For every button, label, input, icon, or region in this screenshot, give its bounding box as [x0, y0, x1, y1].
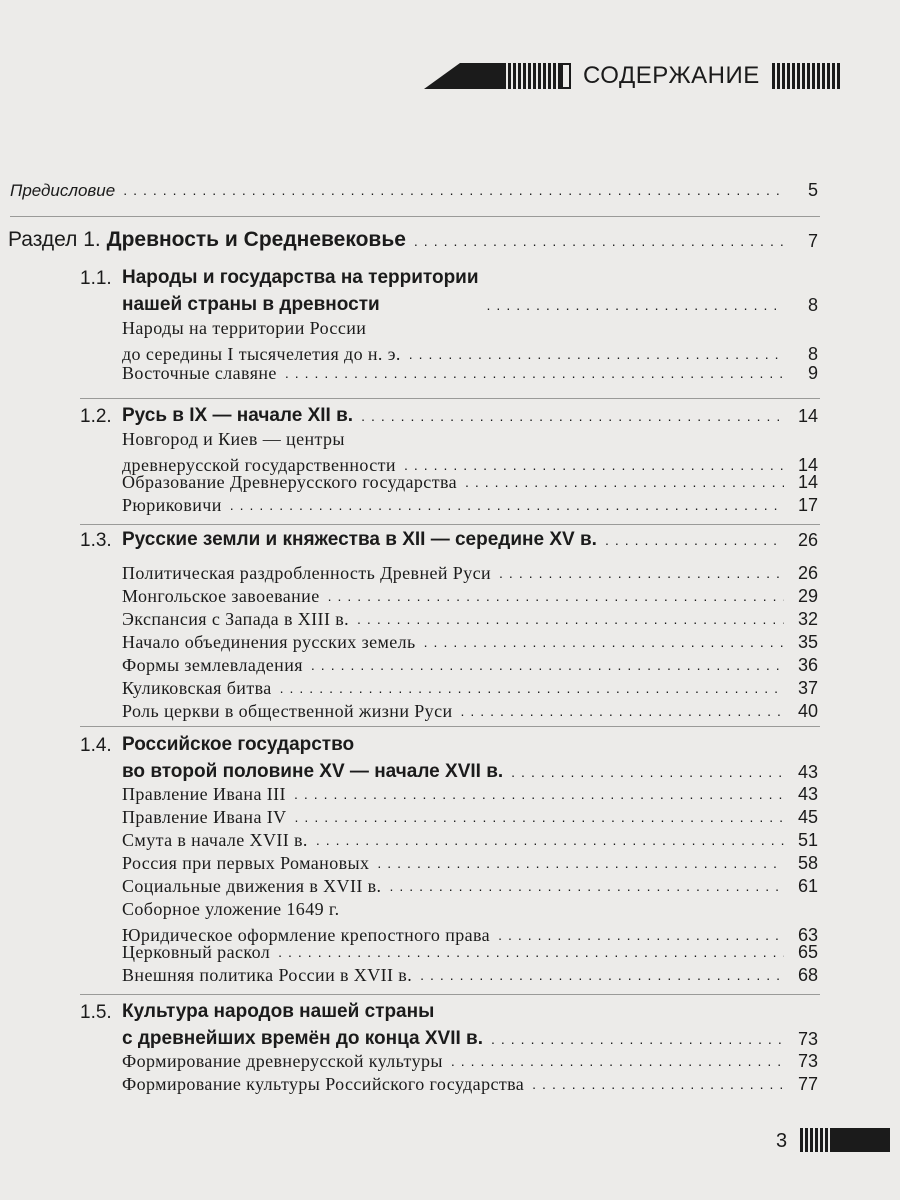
leader-dots [311, 658, 784, 672]
leader-dots [409, 347, 784, 361]
toc-entry-item[interactable] [122, 632, 818, 652]
leader-dots [328, 589, 784, 603]
divider [80, 994, 820, 995]
header-block-decoration [460, 63, 506, 89]
page-number: 73 [797, 1029, 818, 1049]
page-number: 51 [797, 830, 818, 850]
toc-entry-item[interactable] [122, 830, 818, 850]
toc-entry-item[interactable] [122, 318, 818, 364]
divider [80, 524, 820, 525]
page-number: 14 [797, 472, 818, 492]
leader-dots [316, 833, 784, 847]
toc-entry-chapter-1-2[interactable] [122, 405, 818, 426]
leader-dots [295, 810, 784, 824]
item-title: Образование Древнерусского государства [122, 472, 458, 492]
leader-dots [420, 968, 784, 982]
leader-dots [461, 704, 785, 718]
divider [80, 398, 820, 399]
section-title: Древность и Средневековье [106, 228, 406, 251]
leader-dots [285, 366, 784, 380]
leader-dots [424, 635, 784, 649]
page-number: 8 [807, 295, 818, 315]
page-number: 8 [807, 344, 818, 364]
leader-dots [465, 475, 784, 489]
page-number: 17 [797, 495, 818, 515]
item-title: Социальные движения в XVII в. [122, 876, 382, 896]
leader-dots [357, 612, 784, 626]
leader-dots [404, 458, 784, 472]
toc-entry-item[interactable] [122, 609, 818, 629]
item-title: Восточные славяне [122, 363, 277, 383]
item-title-line: Юридическое оформление крепостного права [122, 925, 491, 945]
toc-entry-item[interactable] [122, 965, 818, 985]
item-title: Рюриковичи [122, 495, 222, 515]
item-title: Церковный раскол [122, 942, 271, 962]
item-title: Политическая раздробленность Древней Руси [122, 563, 492, 583]
page-number: 14 [797, 455, 818, 475]
item-title: Правление Ивана IV [122, 807, 287, 827]
item-title: Правление Ивана III [122, 784, 286, 804]
toc-entry-item[interactable] [122, 655, 818, 675]
toc-entry-item[interactable] [122, 1074, 818, 1094]
toc-entry-item[interactable] [122, 495, 818, 515]
chapter-number: 1.5. [80, 1002, 112, 1023]
leader-dots [389, 879, 784, 893]
chapter-number: 1.2. [80, 406, 112, 427]
page-number: 36 [797, 655, 818, 675]
leader-dots [361, 409, 784, 423]
toc-entry-section-1[interactable] [8, 228, 818, 251]
leader-dots [377, 856, 784, 870]
toc-entry-item[interactable] [122, 586, 818, 606]
item-title: Куликовская битва [122, 678, 272, 698]
divider [80, 726, 820, 727]
header-wedge-decoration [424, 63, 460, 89]
item-title: Формы землевладения [122, 655, 303, 675]
toc-entry-item[interactable] [122, 784, 818, 804]
toc-entry-item[interactable] [122, 876, 818, 896]
toc-entry-item[interactable] [122, 563, 818, 583]
leader-dots [414, 234, 784, 248]
header-frame-left [561, 63, 571, 89]
divider [10, 216, 820, 217]
page-number: 58 [797, 853, 818, 873]
item-title-line: до середины I тысячелетия до н. э. [122, 344, 401, 364]
page-number: 45 [797, 807, 818, 827]
section-label [8, 229, 406, 250]
page-title: СОДЕРЖАНИЕ [583, 62, 760, 89]
chapter-title-line: нашей страны в древности [122, 294, 380, 315]
leader-dots [294, 787, 784, 801]
leader-dots [491, 1032, 784, 1046]
chapter-number: 1.3. [80, 530, 112, 551]
page-number: 63 [797, 925, 818, 945]
chapter-number: 1.1. [80, 268, 112, 289]
leader-dots [532, 1077, 784, 1091]
page-number: 7 [807, 231, 818, 251]
item-title: Формирование культуры Российского государства [122, 1074, 525, 1094]
chapter-number: 1.4. [80, 735, 112, 756]
toc-entry-chapter-1-1[interactable] [122, 267, 818, 315]
header-stripes-left [508, 63, 561, 89]
page-number: 68 [797, 965, 818, 985]
leader-dots [230, 498, 784, 512]
page-number: 73 [797, 1051, 818, 1071]
item-title: Роль церкви в общественной жизни Руси [122, 701, 453, 721]
item-title-line: Новгород и Киев — центры [122, 429, 345, 449]
chapter-title-line: Народы и государства на территории [122, 267, 479, 288]
item-title-line: древнерусской государственности [122, 455, 396, 475]
leader-dots [280, 681, 784, 695]
toc-entry-item[interactable] [122, 942, 818, 962]
item-title: Экспансия с Запада в XIII в. [122, 609, 350, 629]
chapter-title-line: с древнейших времён до конца XVII в. [122, 1028, 484, 1049]
toc-entry-item[interactable] [122, 853, 818, 873]
item-title: Россия при первых Романовых [122, 853, 370, 873]
leader-dots [451, 1054, 784, 1068]
leader-dots [511, 765, 784, 779]
chapter-title-line: во второй половине XV — начале XVII в. [122, 761, 504, 782]
toc-entry-preface[interactable] [10, 180, 818, 200]
toc-entry-chapter-1-5[interactable] [122, 1001, 818, 1049]
page-number: 77 [797, 1074, 818, 1094]
page-number: 5 [807, 180, 818, 200]
toc-entry-item[interactable] [122, 899, 818, 945]
leader-dots [123, 183, 784, 197]
header-stripes-right [772, 63, 840, 89]
page-number: 26 [797, 530, 818, 550]
item-title-line: Народы на территории России [122, 318, 367, 338]
toc-entry-chapter-1-3[interactable] [122, 529, 818, 550]
page-number: 37 [797, 678, 818, 698]
chapter-title-line: Российское государство [122, 734, 355, 755]
item-title: Начало объединения русских земель [122, 632, 416, 652]
page-number: 14 [797, 406, 818, 426]
toc-entry-item[interactable] [122, 472, 818, 492]
item-title: Монгольское завоевание [122, 586, 320, 606]
footer-page-number: 3 [776, 1130, 788, 1152]
item-title: Смута в начале XVII в. [122, 830, 308, 850]
item-title: Формирование древнерусской культуры [122, 1051, 443, 1071]
toc-entry-item[interactable] [122, 1051, 818, 1071]
leader-dots [278, 945, 784, 959]
leader-dots [498, 928, 784, 942]
leader-dots [487, 298, 784, 312]
toc-entry-item[interactable] [122, 363, 818, 383]
page-header [424, 62, 900, 90]
toc-entry-item[interactable] [122, 429, 818, 475]
page-number: 29 [797, 586, 818, 606]
chapter-title-line: Культура народов нашей страны [122, 1001, 435, 1022]
page-number: 32 [797, 609, 818, 629]
toc-entry-item[interactable] [122, 701, 818, 721]
page-number: 40 [797, 701, 818, 721]
toc-entry-item[interactable] [122, 807, 818, 827]
page-number: 43 [797, 762, 818, 782]
page-number: 26 [797, 563, 818, 583]
item-title-line: Соборное уложение 1649 г. [122, 899, 340, 919]
page-number: 65 [797, 942, 818, 962]
toc-entry-chapter-1-4[interactable] [122, 734, 818, 782]
toc-entry-item[interactable] [122, 678, 818, 698]
leader-dots [499, 566, 784, 580]
preface-label: Предисловие [10, 181, 116, 200]
item-title: Внешняя политика России в XVII в. [122, 965, 413, 985]
page-number: 35 [797, 632, 818, 652]
chapter-title: Русские земли и княжества в XII — середине XV в. [122, 529, 597, 550]
page-number: 43 [797, 784, 818, 804]
page-number: 61 [797, 876, 818, 896]
section-prefix: Раздел 1. [8, 228, 101, 251]
footer-stripes-decoration [800, 1128, 890, 1152]
chapter-title: Русь в IX — начале XII в. [122, 405, 354, 426]
page-number: 9 [807, 363, 818, 383]
leader-dots [605, 533, 784, 547]
